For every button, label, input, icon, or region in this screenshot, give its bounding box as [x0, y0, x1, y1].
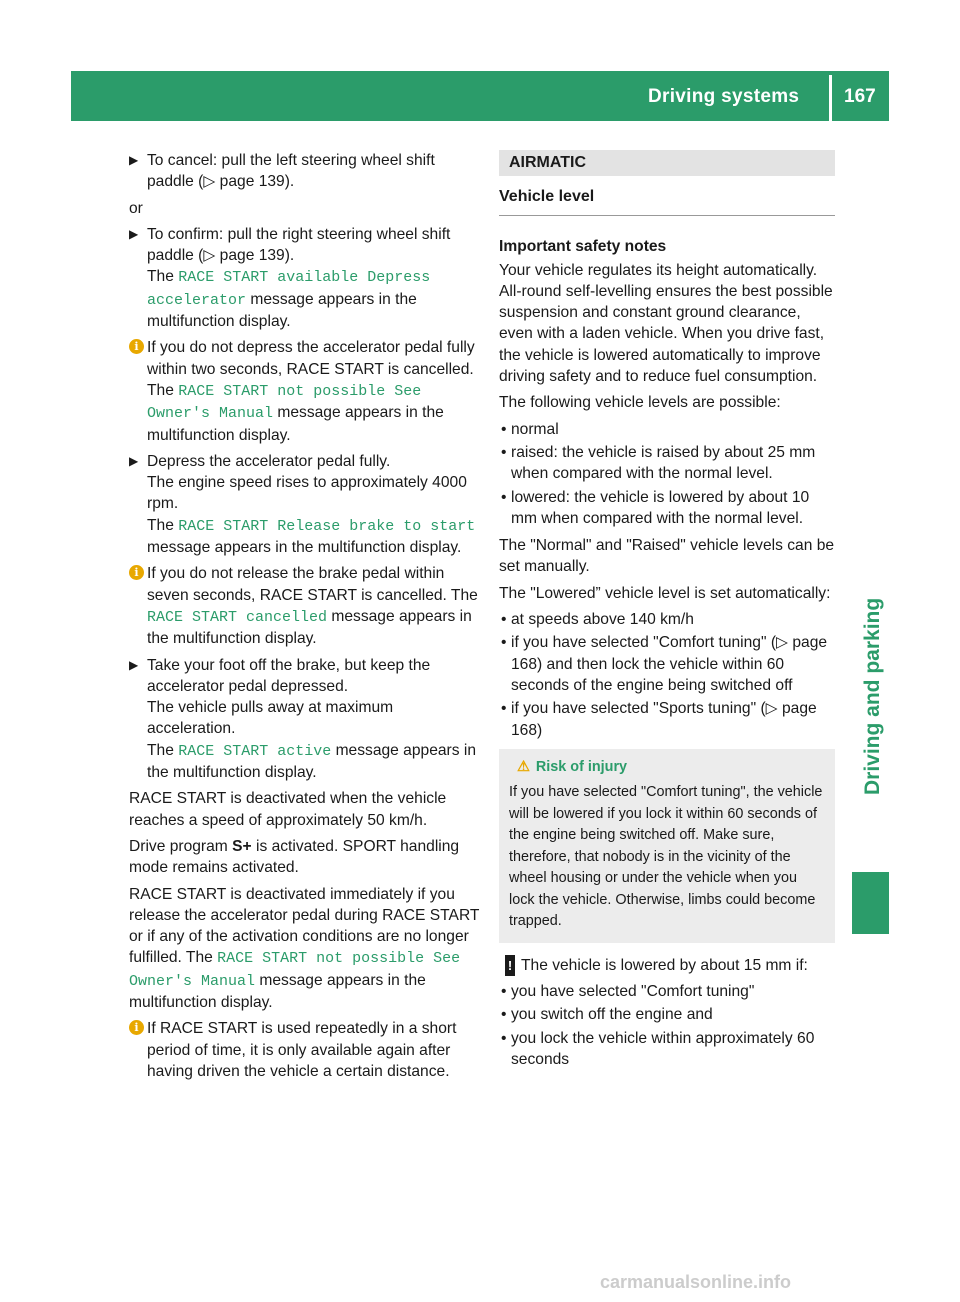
note-list	[499, 981, 835, 1070]
levels-list	[499, 419, 835, 529]
info-note-2: i If you do not release the brake pedal within seven seconds, RACE START is cancelled. The RACE START cancelled message appears in the multifunction display.	[129, 563, 483, 649]
info-icon: i	[129, 1020, 144, 1035]
section-heading: AIRMATIC	[499, 150, 835, 176]
info-note-1: i If you do not depress the accelerator pedal fully within two seconds, RACE START is cancelled. The RACE START not possible See Owner's Manual message appears in the multifunction display.	[129, 337, 483, 445]
info-icon: i	[129, 339, 144, 354]
safety-heading: Important safety notes	[499, 238, 667, 256]
subsection-heading: Vehicle level	[499, 186, 835, 216]
header-title: Driving systems	[648, 86, 800, 107]
warning-text: If you have selected "Comfort tuning", the vehicle will be lowered if you lock it within 60 seconds of the engine being switched off. Make sure, therefore, that nobody is in the vicinity of the wheel housing or under the vehicle when you lock the vehicle. Otherwise, limbs could become trapped.	[509, 784, 823, 930]
left-column	[129, 150, 483, 1087]
info-icon: i	[129, 565, 144, 580]
display-message: RACE START cancelled	[147, 608, 328, 626]
or-text: or	[129, 199, 143, 217]
step-arrow-icon: ▶	[129, 226, 139, 241]
list-item: • if you have selected "Comfort tuning" (▷ page 168) and then lock the vehicle within 60 seconds of the engine being switched off	[501, 634, 828, 694]
step-release: ▶ Take your foot off the brake, but keep the accelerator pedal depressed. The vehicle pulls away at maximum acceleration. The RACE START active message appears in the multifunction display.	[129, 656, 476, 782]
list-item: • you lock the vehicle within approximately 60 seconds	[501, 1029, 815, 1069]
page-number: 167	[844, 86, 876, 107]
step-arrow-icon: ▶	[129, 657, 139, 672]
display-message: RACE START available Depress accelerator	[147, 269, 431, 309]
step-arrow-icon: ▶	[129, 453, 139, 468]
list-item: • you have selected "Comfort tuning"	[501, 983, 755, 1001]
side-tab-label: Driving and parking	[861, 597, 884, 795]
warning-title: ⚠ Risk of injury	[517, 758, 628, 775]
info-note-3: i If RACE START is used repeatedly in a short period of time, it is only available again after having driven the vehicle a certain distance.	[129, 1018, 483, 1082]
step-cancel: ▶ To cancel: pull the left steering wheel shift paddle (▷ page 139).	[129, 152, 435, 191]
watermark: carmanualsonline.info	[600, 1272, 792, 1292]
warning-icon: ⚠	[517, 758, 530, 775]
paragraph: Drive program S+ is activated. SPORT handling mode remains activated.	[129, 837, 460, 877]
paragraph: Your vehicle regulates its height automatically. All-round self-levelling ensures the best possible suspension and constant ground clearance, even with a laden vehicle. When you drive fast, the vehicle is lowered automatically to improve driving safety and to reduce fuel consumption.	[499, 261, 833, 386]
display-message: RACE START not possible See Owner's Manual	[147, 382, 422, 423]
header-separator	[829, 75, 832, 121]
step-confirm: ▶ To confirm: pull the right steering wheel shift paddle (▷ page 139). The RACE START available Depress accelerator message appears in the multifunction display.	[129, 225, 451, 331]
paragraph: RACE START is deactivated immediately if you release the accelerator pedal during RACE START or if any of the activation conditions are no longer fulfilled. The RACE START not possible See Owner's Manual message appears in the multifunction display.	[129, 885, 480, 1011]
paragraph: The "Normal" and "Raised" vehicle levels can be set manually.	[499, 537, 835, 576]
side-tab	[848, 255, 898, 795]
caution-icon: !	[505, 955, 515, 976]
step-arrow-icon: ▶	[129, 153, 139, 167]
paragraph: The "Lowered” vehicle level is set automatically:	[499, 584, 831, 602]
list-item: • you switch off the engine and	[501, 1006, 713, 1024]
caution-note: ! The vehicle is lowered by about 15 mm if:	[499, 955, 835, 976]
list-item: • if you have selected "Sports tuning" (▷ page 168)	[501, 700, 817, 739]
list-item: • raised: the vehicle is raised by about 25 mm when compared with the normal level.	[501, 443, 816, 483]
list-item: • at speeds above 140 km/h	[501, 611, 694, 629]
display-message: RACE START Release brake to start	[178, 517, 476, 535]
display-message: RACE START not possible See Owner's Manual	[129, 950, 461, 990]
display-message: RACE START active	[178, 742, 332, 760]
paragraph: RACE START is deactivated when the vehicle reaches a speed of approximately 50 km/h.	[129, 790, 447, 829]
list-item: • normal	[501, 420, 559, 438]
paragraph: The following vehicle levels are possible:	[499, 394, 781, 412]
auto-list	[499, 609, 835, 741]
side-tab-marker	[852, 872, 889, 934]
step-depress: ▶ Depress the accelerator pedal fully. The engine speed rises to approximately 4000 rpm. The RACE START Release brake to start message appears in the multifunction display.	[129, 452, 476, 557]
warning-box	[499, 749, 835, 943]
right-column	[499, 150, 835, 1076]
list-item: • lowered: the vehicle is lowered by about 10 mm when compared with the normal level.	[501, 488, 810, 527]
